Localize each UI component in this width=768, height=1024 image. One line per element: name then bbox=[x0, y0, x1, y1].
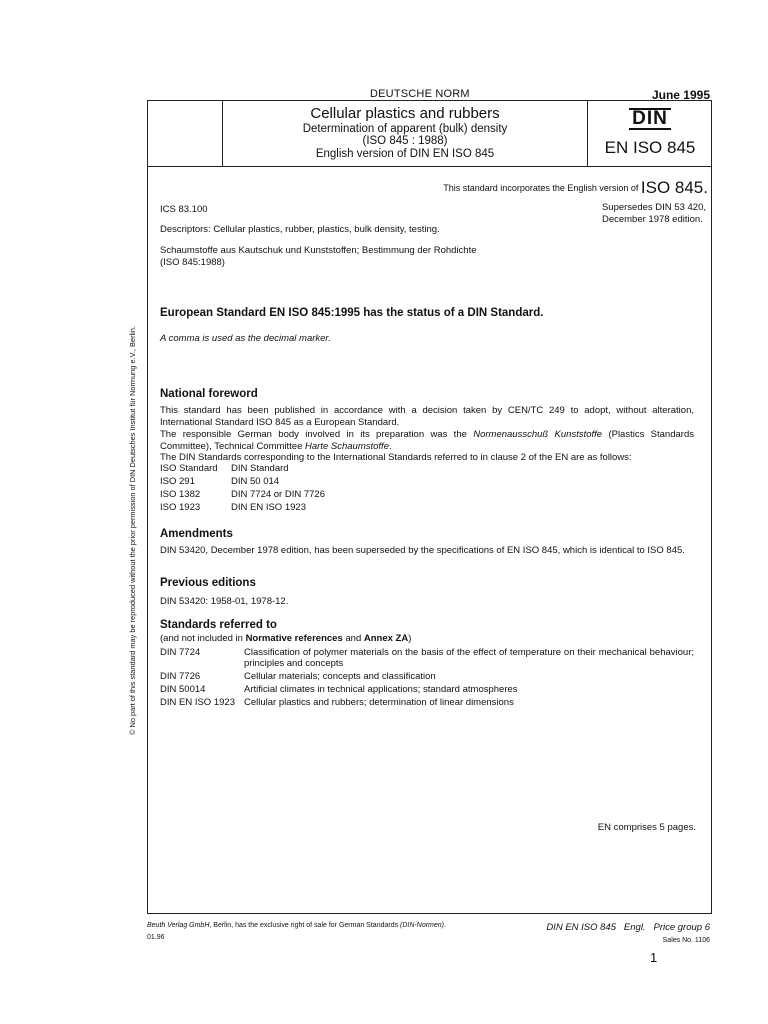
table-row bbox=[160, 697, 694, 710]
standard-number: EN ISO 845 bbox=[604, 138, 696, 157]
note-text-a: (and not included in bbox=[160, 633, 246, 644]
table-row bbox=[160, 502, 325, 515]
previous-editions-heading: Previous editions bbox=[160, 577, 256, 589]
supersedes-line-2: December 1978 edition. bbox=[601, 214, 703, 226]
title-block-left-cell bbox=[147, 100, 223, 166]
table-row bbox=[160, 476, 325, 489]
din-logo-text: DIN bbox=[629, 108, 671, 130]
incorporation-note bbox=[443, 178, 708, 198]
incorporation-prefix: This standard incorporates the English version of bbox=[443, 183, 641, 193]
incorporation-standard: ISO 845 bbox=[640, 178, 704, 197]
title-block bbox=[147, 100, 712, 167]
foreword-p2-text-c: . bbox=[388, 440, 392, 452]
german-title bbox=[160, 245, 477, 270]
descriptors: Descriptors: Cellular plastics, rubber, plastics, bulk density, testing. bbox=[160, 224, 440, 235]
standards-referred-heading: Standards referred to bbox=[160, 619, 277, 631]
table-cell-iso: ISO 291 bbox=[160, 476, 195, 487]
foreword-p2-text-b: (Plastics Standards Committee), Technical Committee bbox=[160, 429, 694, 452]
footer-rights-text: , Berlin, has the exclusive right of sale for German Standards bbox=[209, 922, 401, 929]
table-cell-din: DIN 7724 or DIN 7726 bbox=[231, 489, 325, 500]
footer-din-normen: (DIN-Normen) bbox=[400, 922, 444, 929]
din-logo-cell bbox=[587, 100, 712, 166]
footer-date-code: 01.96 bbox=[147, 934, 165, 941]
document-subtitle: Determination of apparent (bulk) density bbox=[302, 122, 508, 135]
table-header-row bbox=[160, 463, 325, 476]
ref-standard-number: DIN EN ISO 1923 bbox=[160, 697, 235, 708]
german-title-line-2: (ISO 845:1988) bbox=[160, 257, 225, 269]
corresponding-standards-table bbox=[160, 463, 325, 515]
note-annex-za: Annex ZA bbox=[363, 633, 409, 644]
note-normative-references: Normative references bbox=[245, 633, 343, 644]
document-title: Cellular plastics and rubbers bbox=[310, 105, 500, 122]
foreword-paragraph-1: This standard has been published in accordance with a decision taken by CEN/TC 249 to adopt, without alteration, International Standard ISO 845 as a European Standard. bbox=[160, 405, 694, 428]
table-row bbox=[160, 684, 694, 697]
decimal-marker-note: A comma is used as the decimal marker. bbox=[160, 333, 331, 344]
ref-standard-title: Artificial climates in technical applications; standard atmospheres bbox=[244, 684, 518, 695]
footer-publisher: Beuth Verlag GmbH bbox=[147, 922, 210, 929]
footer-sales-number: Sales No. 1106 bbox=[662, 937, 710, 944]
previous-editions-text: DIN 53420: 1958-01, 1978-12. bbox=[160, 596, 289, 607]
table-cell-din: DIN EN ISO 1923 bbox=[231, 502, 306, 513]
amendments-text: DIN 53420, December 1978 edition, has been superseded by the specifications of EN ISO 845, which is identical to ISO 845. bbox=[160, 545, 685, 556]
supersedes-note bbox=[602, 202, 706, 227]
ref-standard-title: Classification of polymer materials on the basis of the effect of temperature on their mechanical behaviour; principles and concepts bbox=[244, 647, 694, 669]
table-header-iso: ISO Standard bbox=[160, 463, 218, 474]
iso-reference: (ISO 845 : 1988) bbox=[362, 135, 448, 148]
ref-standard-number: DIN 50014 bbox=[160, 684, 206, 695]
foreword-p2-committee: Normenausschuß Kunststoffe bbox=[473, 429, 603, 440]
copyright-text: © No part of this standard may be reproduced without the prior permission of DIN Deutsches Institut für Normung e.V., Berlin. bbox=[128, 326, 137, 735]
din-logo bbox=[588, 108, 712, 130]
standards-referred-table bbox=[160, 647, 694, 710]
english-version-note: English version of DIN EN ISO 845 bbox=[315, 147, 495, 160]
document-type: DEUTSCHE NORM bbox=[370, 88, 470, 100]
foreword-p2-technical-committee: Harte Schaumstoffe bbox=[305, 440, 389, 452]
note-text-c: ) bbox=[408, 633, 412, 644]
table-header-din: DIN Standard bbox=[231, 463, 289, 474]
title-block-center bbox=[223, 106, 587, 160]
ics-code: ICS 83.100 bbox=[160, 204, 208, 215]
table-cell-iso: ISO 1382 bbox=[160, 489, 201, 500]
ref-standard-title: Cellular materials; concepts and classification bbox=[244, 671, 436, 682]
ref-standard-number: DIN 7726 bbox=[160, 671, 201, 682]
foreword-paragraph-2 bbox=[160, 429, 694, 453]
status-heading: European Standard EN ISO 845:1995 has the status of a DIN Standard. bbox=[160, 307, 544, 319]
note-text-mid: and bbox=[342, 633, 364, 644]
ref-standard-number: DIN 7724 bbox=[160, 647, 201, 658]
amendments-heading: Amendments bbox=[160, 528, 233, 540]
standards-referred-note bbox=[160, 633, 411, 645]
table-row bbox=[160, 489, 325, 502]
copyright-side-note bbox=[128, 305, 140, 735]
table-row bbox=[160, 671, 694, 684]
german-title-line-1: Schaumstoffe aus Kautschuk und Kunststoffen; Bestimmung der Rohdichte bbox=[160, 245, 477, 256]
table-cell-din: DIN 50 014 bbox=[231, 476, 280, 487]
publication-date: June 1995 bbox=[651, 88, 710, 102]
table-cell-iso: ISO 1923 bbox=[160, 502, 201, 513]
ref-standard-title: Cellular plastics and rubbers; determination of linear dimensions bbox=[244, 697, 514, 708]
foreword-paragraph-3: The DIN Standards corresponding to the International Standards referred to in clause 2 of the EN are as follows: bbox=[160, 452, 632, 463]
supersedes-line-1: Supersedes DIN 53 420, bbox=[601, 202, 706, 213]
page-count-note: EN comprises 5 pages. bbox=[597, 822, 696, 833]
footer-rights-end: . bbox=[444, 922, 446, 929]
table-row bbox=[160, 647, 694, 671]
page-number: 1 bbox=[650, 950, 658, 965]
footer-price-group: DIN EN ISO 845 Engl. Price group 6 bbox=[546, 922, 710, 933]
footer-sales-rights bbox=[147, 922, 446, 929]
foreword-heading: National foreword bbox=[160, 388, 258, 400]
foreword-p2-text-a: The responsible German body involved in its preparation was the bbox=[160, 429, 474, 440]
incorporation-suffix: . bbox=[703, 178, 708, 197]
